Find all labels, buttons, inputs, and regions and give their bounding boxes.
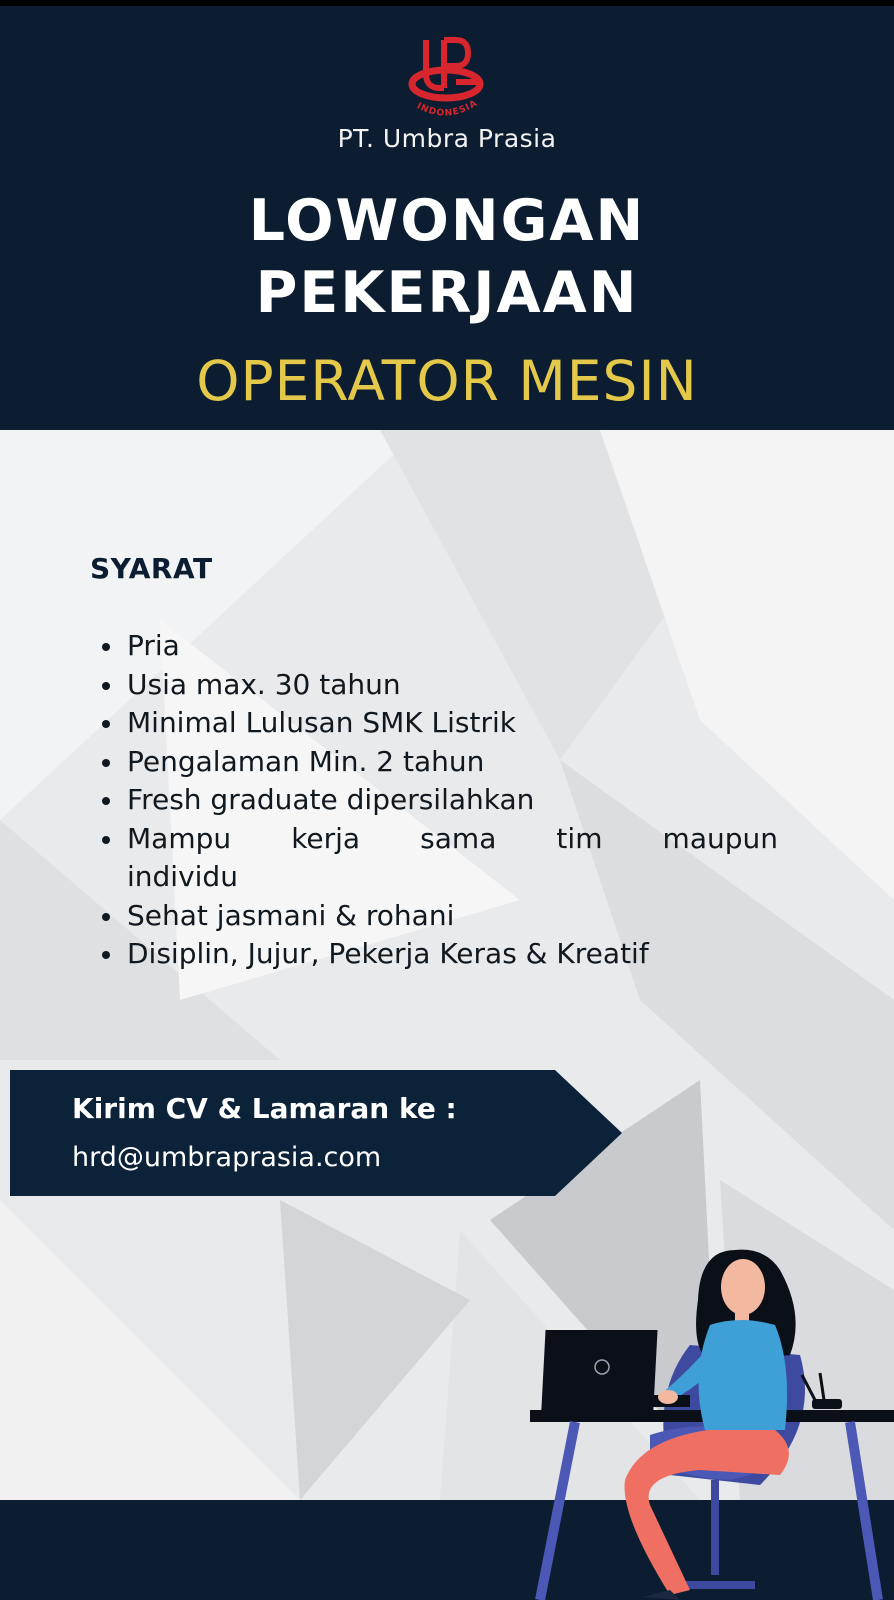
woman-working-on-laptop-icon [530,1245,894,1600]
list-item: Mampu kerja sama tim maupun individu [98,820,778,897]
company-name: PT. Umbra Prasia [337,124,557,153]
header [0,0,894,430]
list-item: Fresh graduate dipersilahkan [98,781,778,820]
list-item: Usia max. 30 tahun [98,666,778,705]
contact-banner [10,1070,622,1196]
banner-arrow-shape [10,1070,622,1196]
svg-text:INDONESIA: INDONESIA [414,98,480,119]
requirements-heading: SYARAT [90,552,213,585]
title-line-2: PEKERJAAN [255,260,639,326]
list-item: Pria [98,627,778,666]
company-logo [396,32,496,132]
list-item: Pengalaman Min. 2 tahun [98,743,778,782]
contact-email[interactable]: hrd@umbraprasia.com [72,1142,382,1173]
list-item: Disiplin, Jujur, Pekerja Keras & Kreatif [98,935,778,974]
contact-label: Kirim CV & Lamaran ke : [72,1092,457,1125]
requirements-list [98,627,778,974]
title-line-1: LOWONGAN [248,188,646,254]
list-item: Sehat jasmani & rohani [98,897,778,936]
job-position: OPERATOR MESIN [196,349,698,413]
list-item: Minimal Lulusan SMK Listrik [98,704,778,743]
